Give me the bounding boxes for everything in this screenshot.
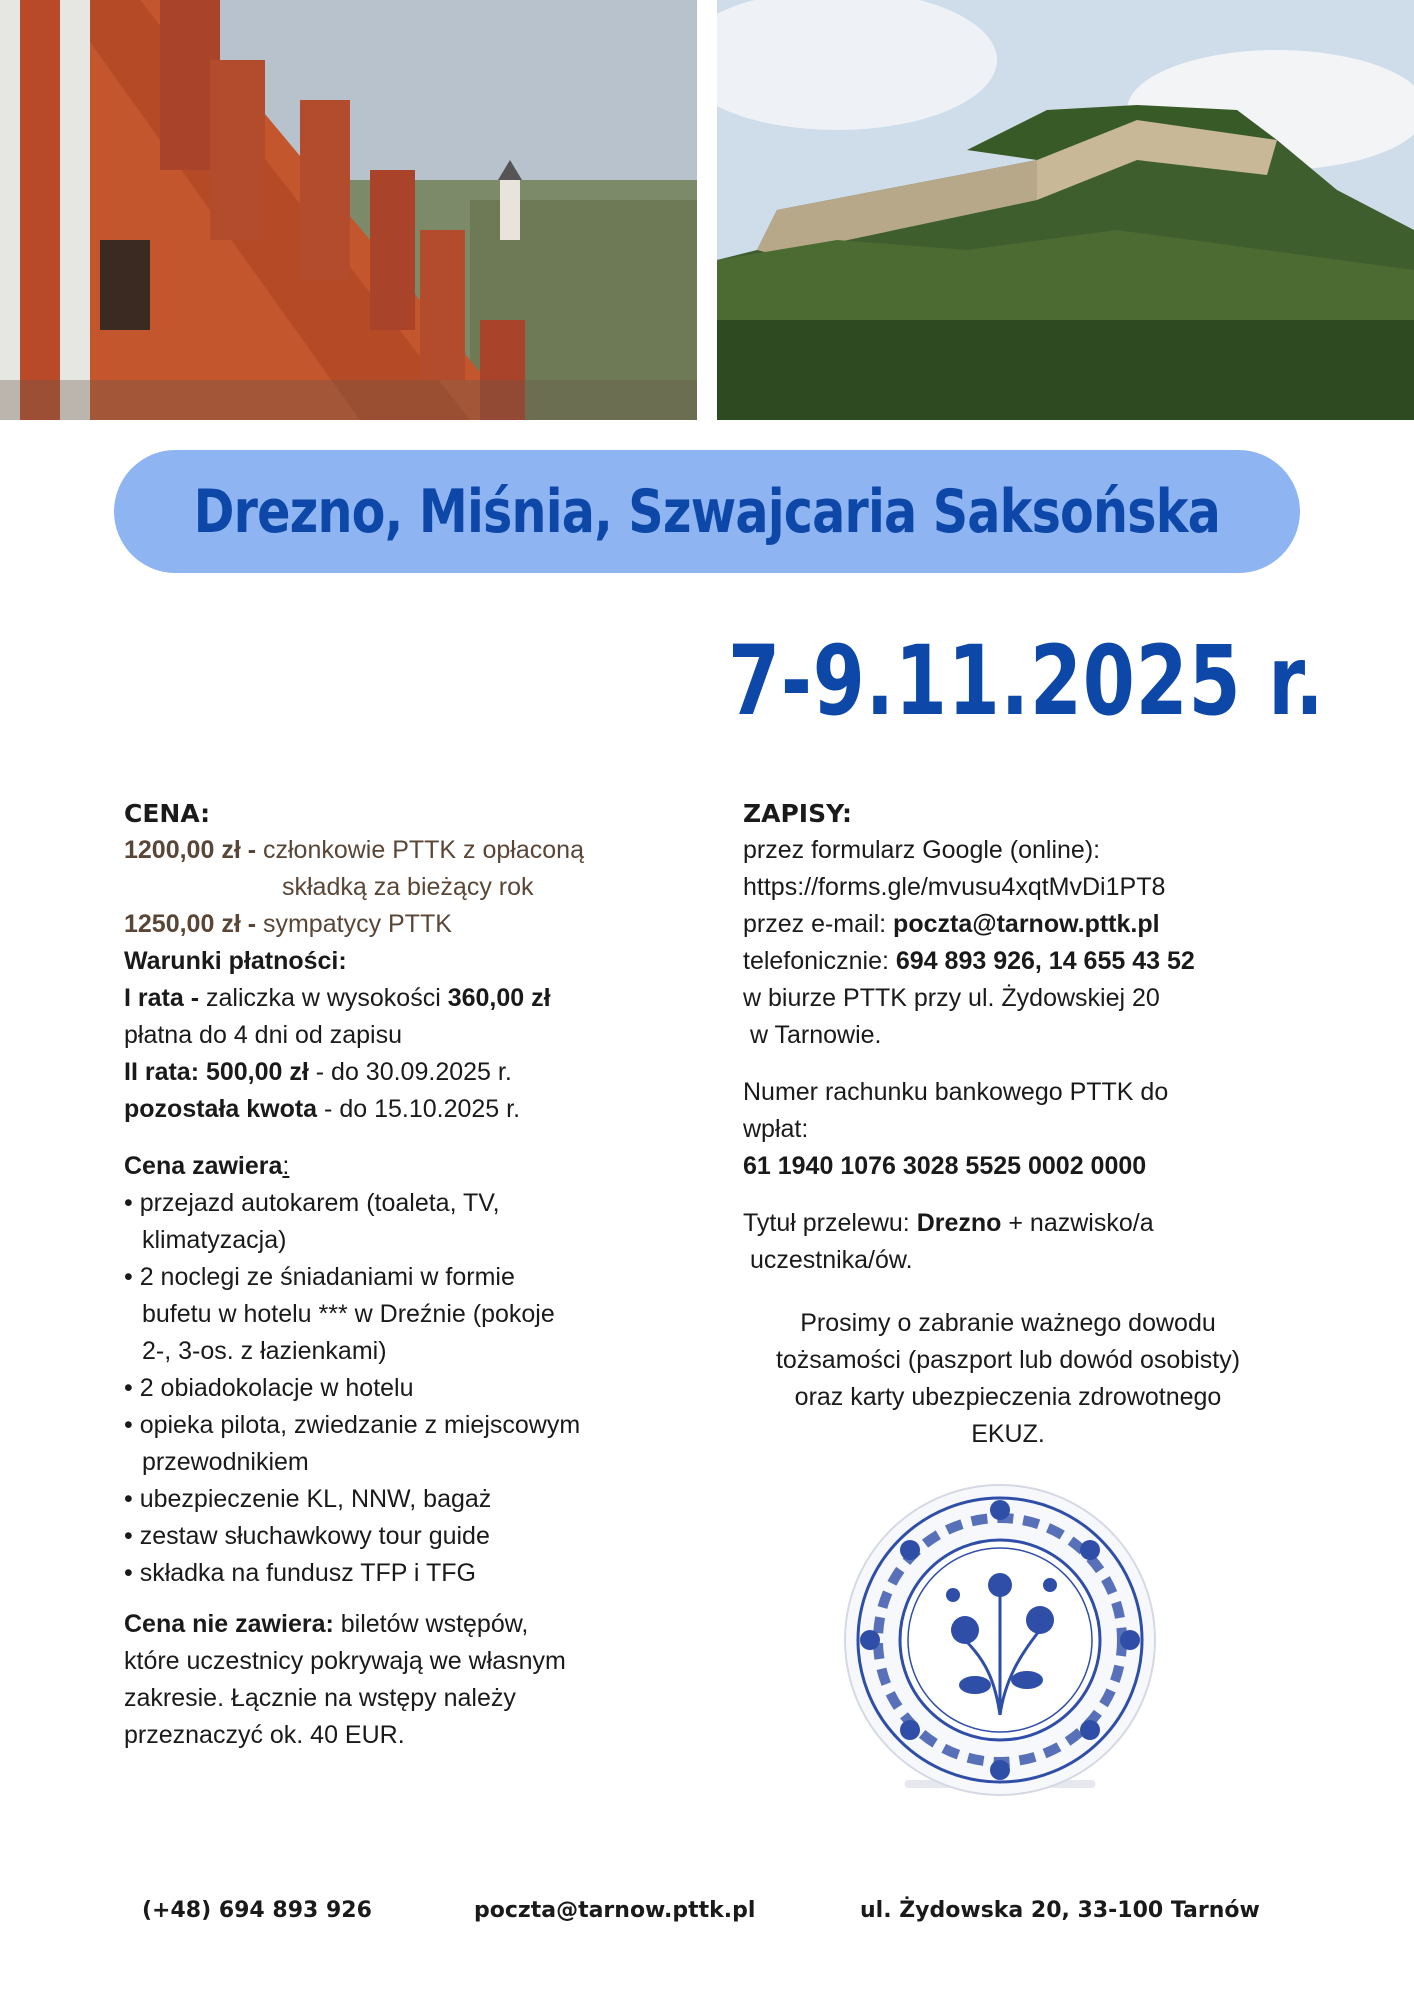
bank-account-number: 61 1940 1076 3028 5525 0002 0000	[743, 1152, 1147, 1180]
price-column	[124, 795, 684, 1754]
price-sympathizers-desc: sympatycy PTTK	[262, 910, 452, 938]
installment-2-label: II rata: 500,00 zł	[124, 1058, 309, 1086]
price-sympathizers	[124, 906, 684, 943]
signup-form-line: przez formularz Google (online):	[743, 836, 1101, 864]
signup-column	[743, 795, 1333, 1453]
plate-illustration	[835, 1480, 1165, 1810]
list-item: • składka na fundusz TFP i TFG	[124, 1559, 476, 1587]
documents-note	[743, 1305, 1273, 1453]
excludes-text-1: biletów wstępów,	[340, 1610, 529, 1638]
signup-email-line	[743, 906, 1333, 943]
footer-phone[interactable]: (+48) 694 893 926	[142, 1898, 372, 1923]
meissen-brick-gables-image	[0, 0, 697, 420]
installment-1-label: I rata -	[124, 984, 200, 1012]
list-item: • opieka pilota, zwiedzanie z miejscowym	[124, 1411, 581, 1439]
includes-list	[124, 1185, 684, 1592]
transfer-title-keyword: Drezno	[916, 1209, 1002, 1237]
signup-email-link[interactable]: poczta@tarnow.pttk.pl	[893, 910, 1160, 938]
list-item: bufetu w hotelu *** w Dreźnie (pokoje	[142, 1300, 555, 1328]
installment-1-text: zaliczka w wysokości	[205, 984, 441, 1012]
konigstein-fortress-image	[717, 0, 1414, 420]
list-item: przewodnikiem	[142, 1448, 309, 1476]
signup-office-line-2: w Tarnowie.	[743, 1021, 882, 1049]
footer-email[interactable]: poczta@tarnow.pttk.pl	[474, 1898, 756, 1923]
konigstein-photo	[717, 0, 1414, 420]
signup-form-link[interactable]: https://forms.gle/mvusu4xqtMvDi1PT8	[743, 873, 1166, 901]
price-members-amount: 1200,00 zł -	[124, 836, 257, 864]
signup-phone-numbers[interactable]: 694 893 926, 14 655 43 52	[895, 947, 1195, 975]
price-sympathizers-amount: 1250,00 zł -	[124, 910, 257, 938]
footer-address: ul. Żydowska 20, 33-100 Tarnów	[860, 1898, 1260, 1923]
signup-phone-prefix: telefonicznie:	[743, 947, 889, 975]
signup-phone-line	[743, 943, 1333, 980]
documents-note-line-2: tożsamości (paszport lub dowód osobisty)	[775, 1346, 1241, 1374]
installment-2	[124, 1054, 684, 1091]
includes-heading-colon: :	[282, 1152, 290, 1180]
bank-line-2: wpłat:	[743, 1115, 809, 1143]
meissen-photo	[0, 0, 697, 420]
documents-note-line-4: EKUZ.	[971, 1420, 1045, 1448]
excludes-label: Cena nie zawiera:	[124, 1610, 334, 1638]
excludes-line-1	[124, 1606, 684, 1643]
installment-1-amount: 360,00 zł	[447, 984, 551, 1012]
meissen-onion-plate-image	[835, 1480, 1165, 1810]
list-item: • ubezpieczenie KL, NNW, bagaż	[124, 1485, 492, 1513]
list-item: 2-, 3-os. z łazienkami)	[142, 1337, 387, 1365]
payment-heading: Warunki płatności:	[124, 947, 347, 975]
list-item: klimatyzacja)	[142, 1226, 287, 1254]
signup-email-prefix: przez e-mail:	[743, 910, 887, 938]
list-item: • 2 obiadokolacje w hotelu	[124, 1374, 414, 1402]
bank-line-1: Numer rachunku bankowego PTTK do	[743, 1078, 1169, 1106]
excludes-text-4: przeznaczyć ok. 40 EUR.	[124, 1721, 405, 1749]
transfer-title-line-2: uczestnika/ów.	[743, 1246, 913, 1274]
documents-note-line-1: Prosimy o zabranie ważnego dowodu	[800, 1309, 1216, 1337]
list-item: • przejazd autokarem (toaleta, TV,	[124, 1189, 500, 1217]
remaining-amount-label: pozostała kwota	[124, 1095, 318, 1123]
signup-office-line-1: w biurze PTTK przy ul. Żydowskiej 20	[743, 984, 1160, 1012]
price-members	[124, 832, 684, 869]
price-members-desc: członkowie PTTK z opłaconą	[262, 836, 584, 864]
transfer-title-suffix: + nazwisko/a	[1008, 1209, 1154, 1237]
transfer-title-prefix: Tytuł przelewu:	[743, 1209, 910, 1237]
excludes-text-2: które uczestnicy pokrywają we własnym	[124, 1647, 566, 1675]
transfer-title-line	[743, 1205, 1333, 1242]
documents-note-line-3: oraz karty ubezpieczenia zdrowotnego	[794, 1383, 1222, 1411]
trip-date: 7-9.11.2025 r.	[728, 625, 1325, 737]
installment-2-text: - do 30.09.2025 r.	[315, 1058, 512, 1086]
page-title: Drezno, Miśnia, Szwajcaria Saksońska	[193, 476, 1221, 547]
remaining-amount	[124, 1091, 684, 1128]
price-members-desc-2: składką za bieżący rok	[282, 873, 534, 901]
list-item: • 2 noclegi ze śniadaniami w formie	[124, 1263, 515, 1291]
includes-heading: Cena zawiera	[124, 1152, 283, 1180]
remaining-amount-text: - do 15.10.2025 r.	[324, 1095, 521, 1123]
includes-heading-row	[124, 1148, 684, 1185]
excludes-text-3: zakresie. Łącznie na wstępy należy	[124, 1684, 516, 1712]
list-item: • zestaw słuchawkowy tour guide	[124, 1522, 490, 1550]
price-heading: CENA:	[124, 799, 211, 828]
installment-1-deadline: płatna do 4 dni od zapisu	[124, 1021, 402, 1049]
installment-1	[124, 980, 684, 1017]
signup-heading: ZAPISY:	[743, 799, 853, 828]
title-banner	[114, 450, 1300, 573]
